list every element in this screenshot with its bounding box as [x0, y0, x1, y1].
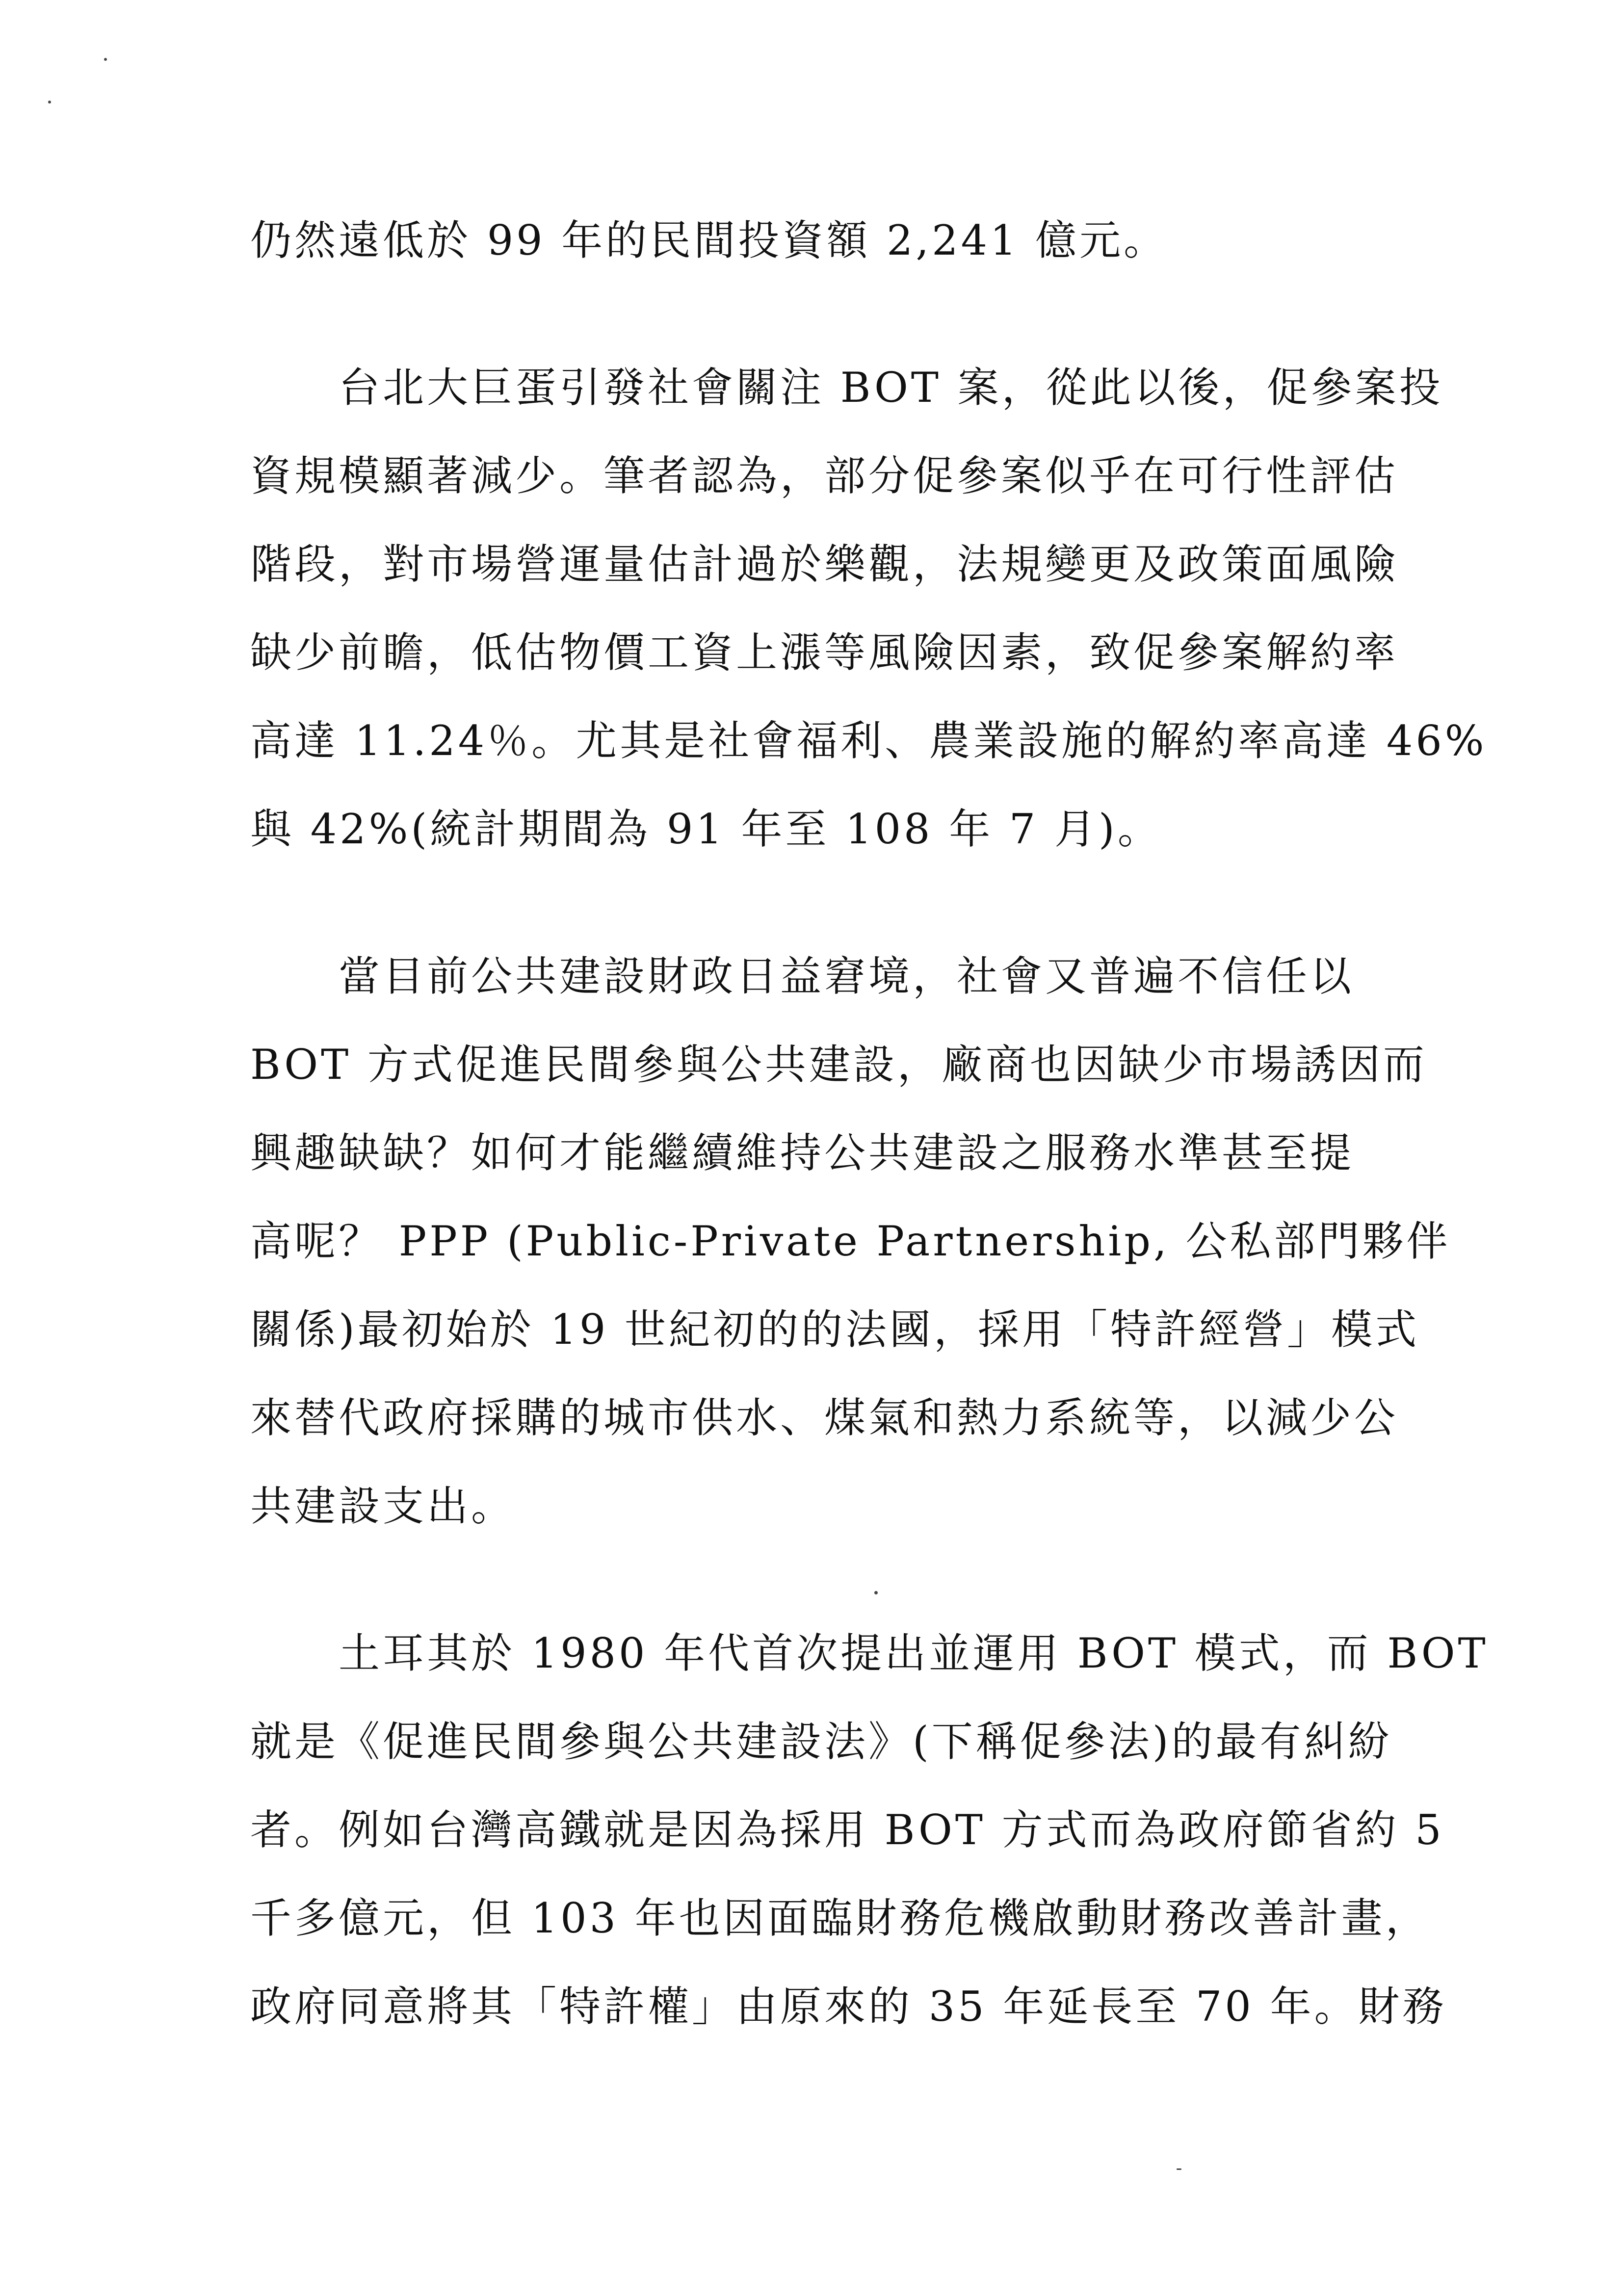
paragraph-4-line-2: 就是《促進民間參與公共建設法》(下稱促參法)的最有糾紛	[250, 1718, 1392, 1766]
scan-speck	[1177, 2168, 1181, 2170]
scan-speck	[874, 1591, 878, 1594]
paragraph-4-line-3: 者。例如台灣高鐵就是因為採用 BOT 方式而為政府節省約 5	[250, 1806, 1444, 1854]
scan-speck	[48, 101, 51, 104]
paragraph-2-line-2: 資規模顯著減少。筆者認為，部分促參案似乎在可行性評估	[250, 452, 1399, 500]
paragraph-3-line-3: 興趣缺缺？如何才能繼續維持公共建設之服務水準甚至提	[250, 1129, 1355, 1177]
scan-speck	[104, 58, 107, 61]
paragraph-3-line-4: 高呢？ PPP (Public-Private Partnership, 公私部門夥伴	[250, 1217, 1451, 1265]
paragraph-1-line-1: 仍然遠低於 99 年的民間投資額 2,241 億元。	[250, 216, 1168, 264]
paragraph-4-line-4: 千多億元，但 103 年也因面臨財務危機啟動財務改善計畫，	[250, 1894, 1430, 1942]
paragraph-2-line-5: 高達 11.24％。尤其是社會福利、農業設施的解約率高達 46%	[250, 717, 1487, 765]
paragraph-2-line-6: 與 42%(統計期間為 91 年至 108 年 7 月)。	[250, 805, 1162, 853]
paragraph-3-line-2: BOT 方式促進民間參與公共建設，廠商也因缺少市場誘因而	[250, 1041, 1427, 1089]
paragraph-3-line-5: 關係)最初始於 19 世紀初的的法國，採用「特許經營」模式	[250, 1305, 1420, 1354]
paragraph-3-line-1: 當目前公共建設財政日益窘境，社會又普遍不信任以	[339, 952, 1355, 1000]
paragraph-2-line-3: 階段，對市場營運量估計過於樂觀，法規變更及政策面風險	[250, 540, 1399, 588]
paragraph-2-line-1: 台北大巨蛋引發社會關注 BOT 案，從此以後，促參案投	[339, 364, 1443, 412]
paragraph-4-line-5: 政府同意將其「特許權」由原來的 35 年延長至 70 年。財務	[250, 1983, 1447, 2031]
paragraph-4-line-1: 土耳其於 1980 年代首次提出並運用 BOT 模式，而 BOT	[339, 1629, 1489, 1677]
paragraph-2-line-4: 缺少前瞻，低估物價工資上漲等風險因素，致促參案解約率	[250, 628, 1399, 677]
paragraph-3-line-7: 共建設支出。	[250, 1482, 516, 1530]
paragraph-3-line-6: 來替代政府採購的城市供水、煤氣和熱力系統等，以減少公	[250, 1394, 1399, 1442]
